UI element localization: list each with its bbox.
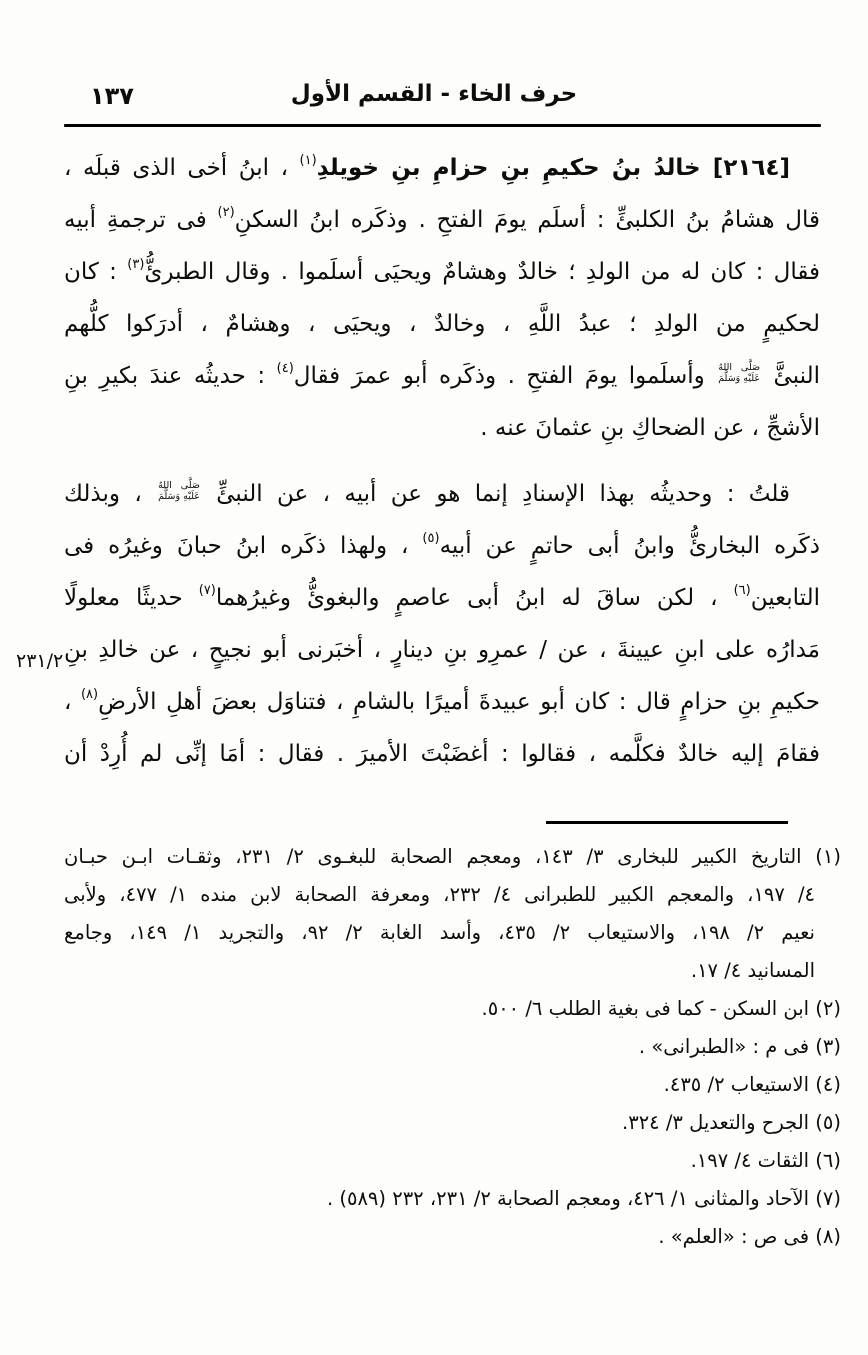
body-line xyxy=(64,142,820,194)
footnote-line: ٤/ ١٩٧، والمعجم الكبير للطبرانى ٤/ ٢٣٢، ومعرفة الصحابة لابن منده ١/ ٤٧٧، ولأبى xyxy=(64,883,816,906)
footnote-line: (١) التاريخ الكبير للبخارى ٣/ ١٤٣، ومعجم الصحابة للبغـوى ٢/ ٢٣١، وثقـات ابـن حبـان xyxy=(64,845,841,868)
body-run: ، وبذلك xyxy=(64,481,157,507)
footnote-line: المسانيد ٤/ ١٧. xyxy=(690,959,815,982)
body-run: فى ترجمةِ أبيه xyxy=(64,207,218,233)
footnote-separator xyxy=(546,821,788,824)
footnote-line: (٢) ابن السكن - كما فى بغية الطلب ٦/ ٥٠٠. xyxy=(481,997,841,1020)
body-line xyxy=(64,572,820,624)
body-line xyxy=(64,298,820,350)
footnote-line: (٨) فى ص : «العلم» . xyxy=(658,1225,841,1248)
body-run: وأسلَموا يومَ الفتحِ . وذكَره أبو عمرَ فقال xyxy=(293,363,717,389)
body-line xyxy=(64,624,820,676)
body-run: فقال : كان له من الولدِ ؛ خالدٌ وهشامٌ ويحيَى أسلَموا . وقال الطبرئُّ xyxy=(144,259,820,285)
body-line xyxy=(64,246,820,298)
body-run: ، xyxy=(64,689,81,715)
footnote-ref: (٢) xyxy=(217,205,235,220)
body-run: : حديثُه عندَ بكيرِ بنِ xyxy=(64,363,277,389)
body-line xyxy=(64,728,820,780)
footnote-ref: (٥) xyxy=(422,531,440,546)
footnote-ref: (٧) xyxy=(198,583,216,598)
salawat-mark-icon: صَلَّى اللهُ عَلَيْهِ وَسَلَّمَ xyxy=(158,480,200,502)
body-run: ، ولهذا ذكَره ابنُ حبانَ وغيرُه فى xyxy=(64,533,423,559)
footnote-line: (٥) الجرح والتعديل ٣/ ٣٢٤. xyxy=(622,1111,841,1134)
body-run: فقامَ إليه خالدٌ فكلَّمه ، فقالوا : أغضَبْتَ الأميرَ . فقال : أمَا إنِّى لم أُرِدْ أن xyxy=(64,741,820,767)
body-line xyxy=(64,402,820,454)
body-run: ذكَره البخارئُّ وابنُ أبى حاتمٍ عن أبيه xyxy=(439,533,820,559)
footnote-line: (٧) الآحاد والمثانى ١/ ٤٢٦، ومعجم الصحابة ٢/ ٢٣١، ٢٣٢ (٥٨٩) . xyxy=(326,1187,841,1210)
body-text xyxy=(64,142,820,780)
body-run: لحكيمٍ من الولدِ ؛ عبدُ اللَّهِ ، وخالدٌ ، ويحيَى ، وهشامٌ ، أدرَكوا كلُّهم xyxy=(64,311,820,337)
footnote-ref: (٦) xyxy=(733,583,751,598)
body-run: ، ابنُ أخى الذى قبلَه ، xyxy=(64,155,300,181)
body-run: التابعين xyxy=(750,585,820,611)
body-run: قلتُ : وحديثُه بهذا الإسنادِ إنما هو عن أبيه ، عن النبئِّ xyxy=(201,481,790,507)
entry-heading: [٢١٦٤] خالدُ بنُ حكيمِ بنِ حزامِ بنِ خويلدِ xyxy=(316,155,790,181)
body-run: مَدارُه على ابنِ عيينةَ ، عن / عمرِو بنِ دينارٍ ، أخبَرنى أبو نجيحٍ ، عن خالدِ بنِ xyxy=(64,637,820,663)
header-rule xyxy=(64,124,821,127)
body-line xyxy=(64,676,820,728)
page-number: ١٣٧ xyxy=(90,82,134,110)
body-run: النبئَّ xyxy=(762,363,821,389)
footnote-line: نعيم ٢/ ١٩٨، والاستيعاب ٢/ ٤٣٥، وأسد الغابة ٢/ ٩٢، والتجريد ١/ ١٤٩، وجامع xyxy=(64,921,815,944)
salawat-mark-icon: صَلَّى اللهُ عَلَيْهِ وَسَلَّمَ xyxy=(718,362,761,384)
body-run: : كان xyxy=(64,259,128,285)
footnote-line: (٦) الثقات ٤/ ١٩٧. xyxy=(690,1149,841,1172)
body-line xyxy=(64,350,820,402)
footnote-line: (٣) فى م : «الطبرانى» . xyxy=(638,1035,841,1058)
footnote-ref: (٨) xyxy=(80,687,99,702)
body-run: حكيمِ بنِ حزامٍ قال : كان أبو عبيدةَ أميرًا بالشامِ ، فتناوَل بعضَ أهلِ الأرضِ xyxy=(98,689,820,715)
footnote-ref: (٣) xyxy=(127,257,145,272)
body-line xyxy=(64,194,820,246)
body-run: حديثًا معلولًا xyxy=(64,585,199,611)
footnotes xyxy=(64,838,841,1256)
footnote-ref: (٤) xyxy=(276,361,294,376)
body-line xyxy=(64,468,820,520)
body-run: ، لكن ساقَ له ابنُ أبى عاصمٍ والبغوئُّ وغيرُهما xyxy=(215,585,734,611)
footnote-ref: (١) xyxy=(299,153,317,168)
body-run: الأشجِّ ، عن الضحاكِ بنِ عثمانَ عنه . xyxy=(480,415,820,441)
body-line xyxy=(64,520,820,572)
margin-note: ٢٣١/٢ xyxy=(16,650,64,672)
header-title: حرف الخاء - القسم الأول xyxy=(290,81,578,107)
footnote-line: (٤) الاستيعاب ٢/ ٤٣٥. xyxy=(663,1073,841,1096)
body-run: قال هشامُ بنُ الكلبئِّ : أسلَم يومَ الفتحِ . وذكَره ابنُ السكنِ xyxy=(234,207,820,233)
